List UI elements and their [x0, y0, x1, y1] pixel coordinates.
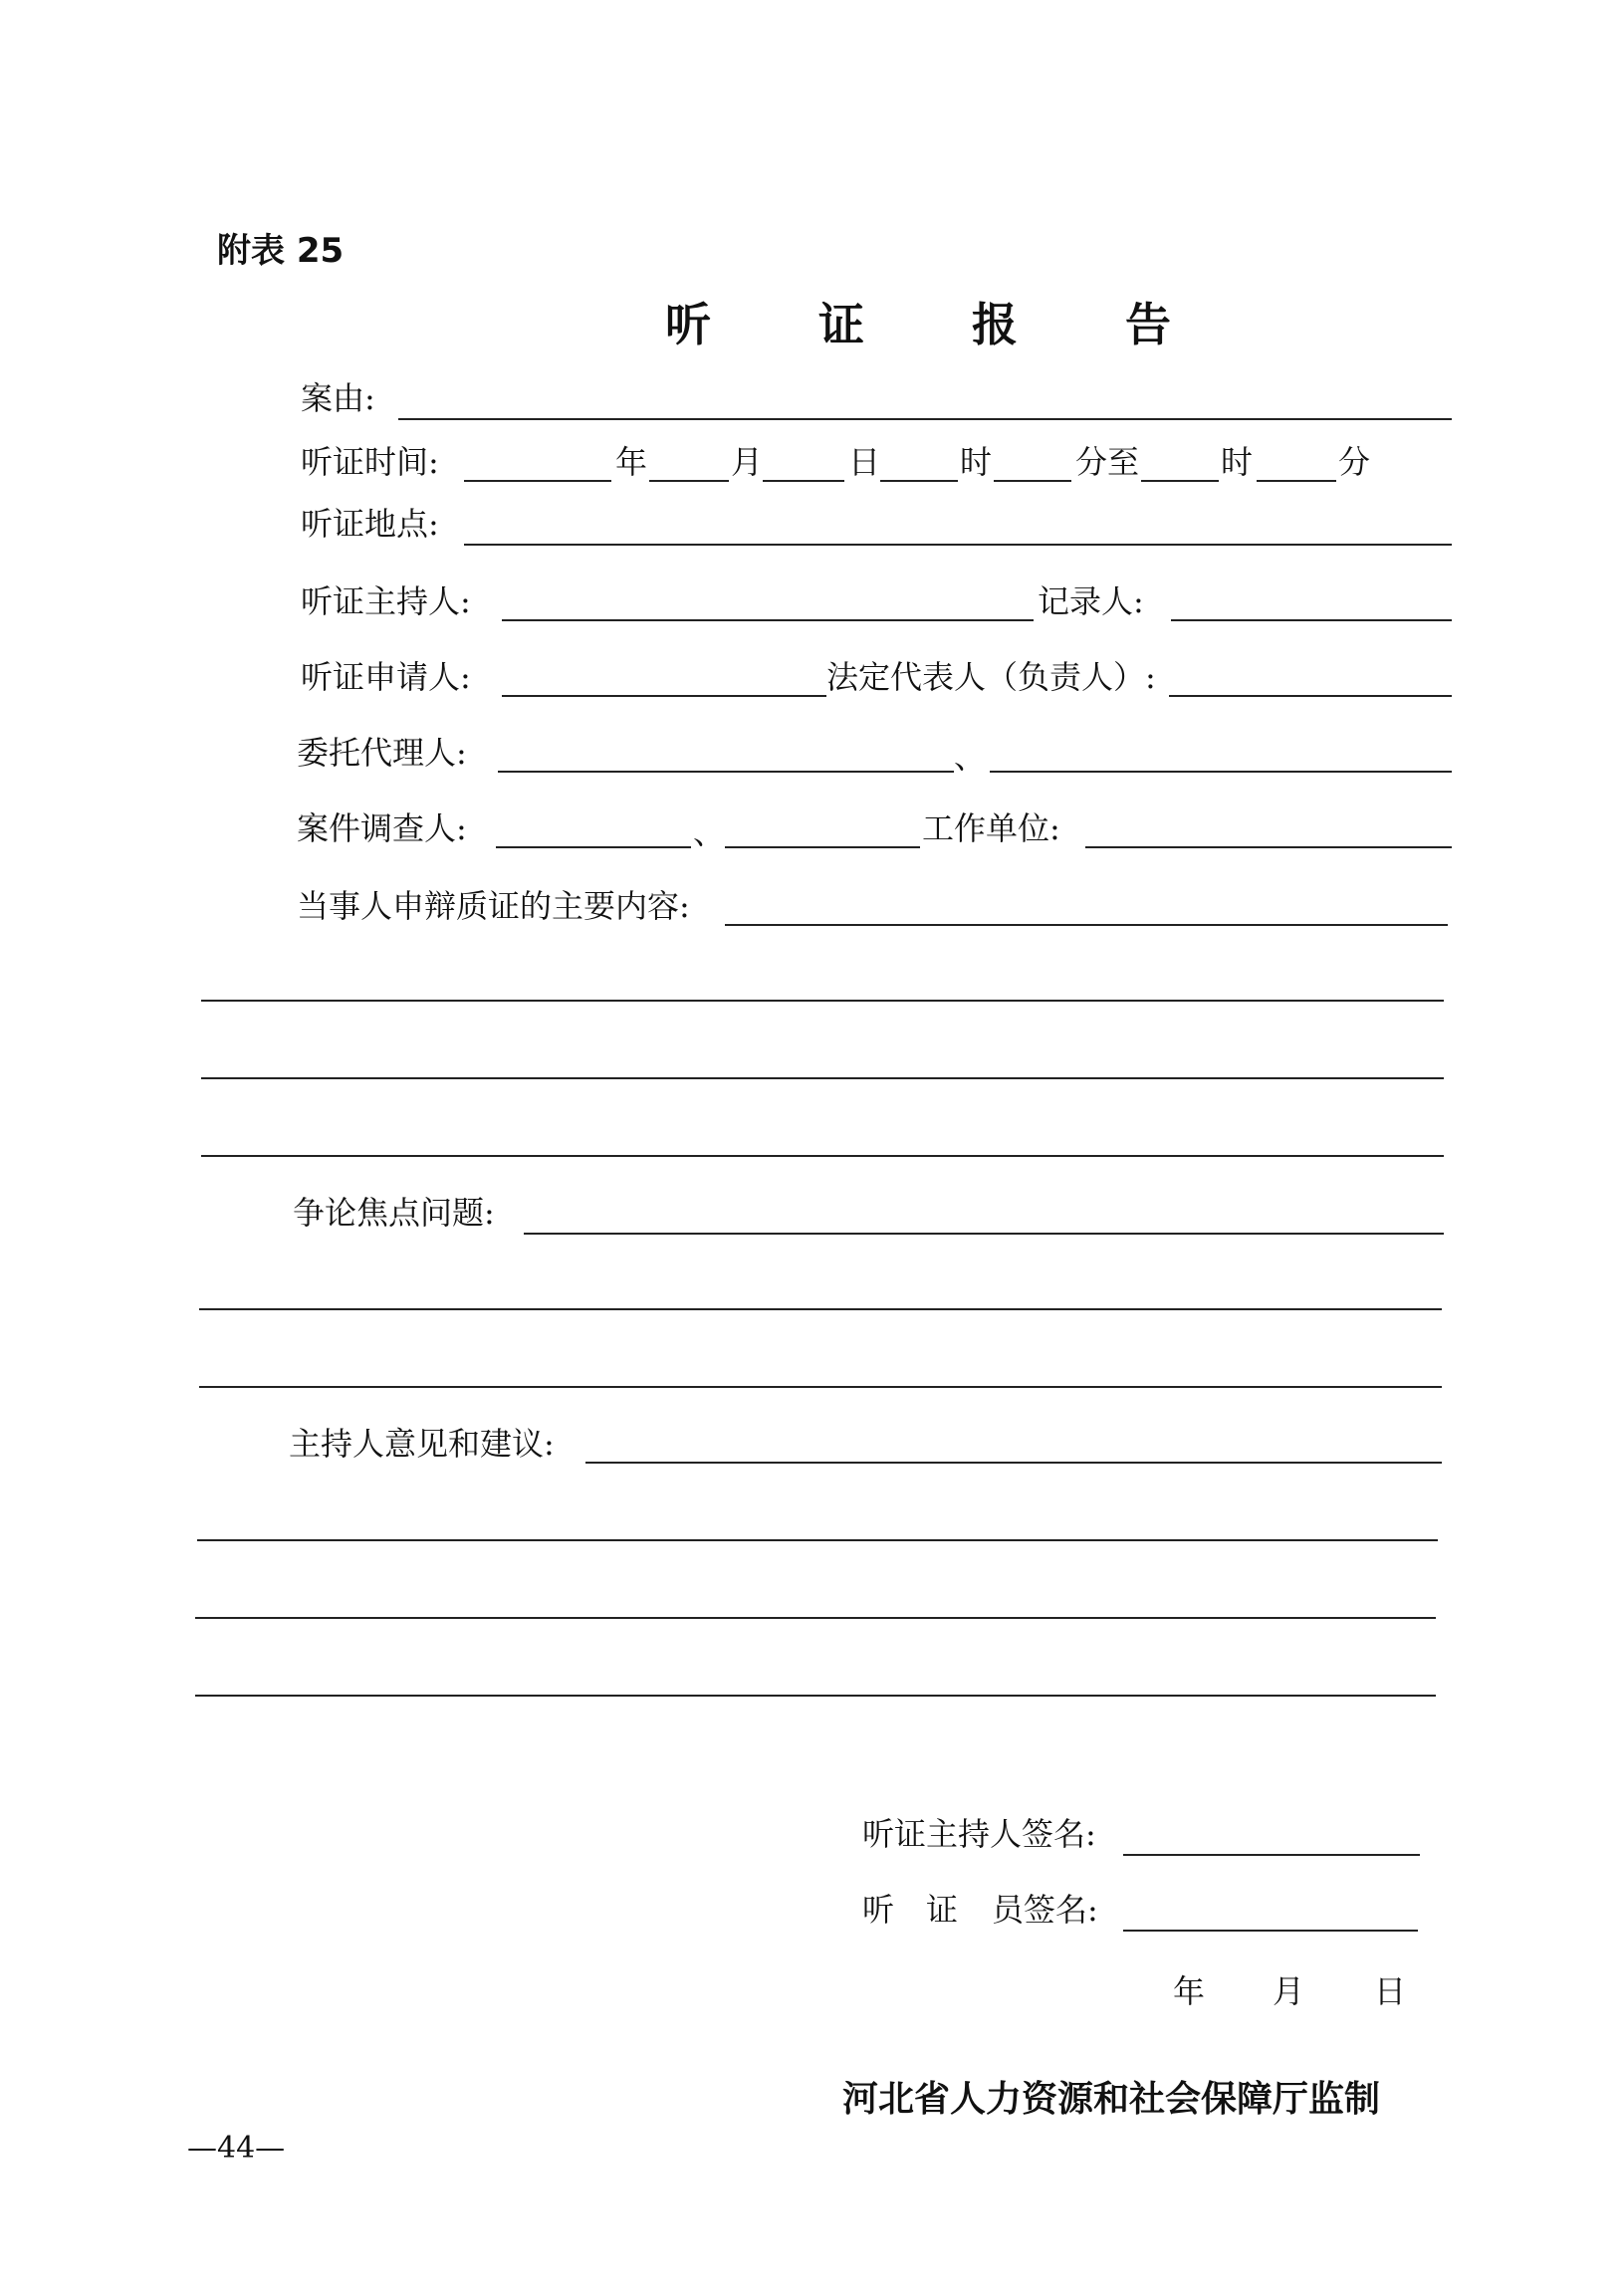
case-reason-label: 案由: — [301, 379, 375, 417]
host-field[interactable] — [502, 619, 1034, 621]
end-minute-field[interactable] — [1257, 480, 1336, 482]
clerk-sign-field[interactable] — [1123, 1930, 1418, 1932]
dispute-issues-field[interactable] — [524, 1233, 1444, 1235]
investigator-field-1[interactable] — [496, 846, 691, 848]
hearing-location-field[interactable] — [464, 544, 1452, 546]
year-field[interactable] — [464, 480, 611, 482]
page-number: —44— — [187, 2131, 286, 2166]
applicant-field[interactable] — [502, 695, 826, 697]
case-reason-field[interactable] — [398, 418, 1452, 420]
investigator-field-2[interactable] — [725, 846, 920, 848]
main-content-line-4[interactable] — [201, 1155, 1444, 1157]
work-unit-label: 工作单位: — [922, 809, 1060, 847]
agent-field-1[interactable] — [498, 771, 954, 773]
issuer-label: 河北省人力资源和社会保障厅监制 — [842, 2079, 1381, 2120]
host-opinion-line-4[interactable] — [195, 1695, 1436, 1697]
page-title: 听 证 报 告 — [665, 298, 1218, 351]
hearing-location-label: 听证地点: — [301, 505, 439, 543]
month-field[interactable] — [649, 480, 729, 482]
investigator-label: 案件调查人: — [297, 809, 467, 847]
clerk-sign-label-c: 员签名: — [992, 1891, 1098, 1929]
main-content-label: 当事人申辩质证的主要内容: — [297, 887, 690, 925]
hour-field[interactable] — [880, 480, 958, 482]
agent-field-2[interactable] — [990, 771, 1452, 773]
investigator-separator: 、 — [693, 813, 726, 851]
end-hour-unit: 时 — [1221, 443, 1254, 481]
main-content-line-2[interactable] — [201, 1000, 1444, 1002]
hour-unit: 时 — [960, 443, 993, 481]
host-opinion-line-2[interactable] — [197, 1539, 1438, 1541]
hearing-time-label: 听证时间: — [301, 443, 439, 481]
recorder-label: 记录人: — [1038, 582, 1144, 620]
main-content-field[interactable] — [725, 924, 1448, 926]
agent-separator: 、 — [954, 738, 987, 776]
dispute-issues-line-3[interactable] — [199, 1386, 1442, 1388]
host-sign-label: 听证主持人签名: — [862, 1815, 1096, 1853]
minute-to-unit: 分至 — [1075, 443, 1140, 481]
clerk-sign-label-a: 听 — [862, 1891, 895, 1929]
dispute-issues-label: 争论焦点问题: — [293, 1194, 495, 1232]
legal-rep-label: 法定代表人（负责人）: — [826, 658, 1156, 696]
legal-rep-field[interactable] — [1169, 695, 1452, 697]
host-opinion-label: 主持人意见和建议: — [289, 1425, 555, 1463]
recorder-field[interactable] — [1171, 619, 1452, 621]
applicant-label: 听证申请人: — [301, 658, 471, 696]
day-field[interactable] — [763, 480, 844, 482]
sign-date-month: 月 — [1273, 1972, 1305, 2010]
sign-date-day: 日 — [1374, 1972, 1407, 2010]
month-unit: 月 — [731, 443, 764, 481]
end-minute-unit: 分 — [1338, 443, 1371, 481]
dispute-issues-line-2[interactable] — [199, 1308, 1442, 1310]
clerk-sign-label-b: 证 — [926, 1891, 959, 1929]
host-opinion-line-3[interactable] — [195, 1617, 1436, 1619]
work-unit-field[interactable] — [1085, 846, 1452, 848]
host-sign-field[interactable] — [1123, 1854, 1420, 1856]
agent-label: 委托代理人: — [297, 734, 467, 772]
end-hour-field[interactable] — [1141, 480, 1219, 482]
sign-date-year: 年 — [1173, 1972, 1206, 2010]
host-label: 听证主持人: — [301, 582, 471, 620]
day-unit: 日 — [848, 443, 881, 481]
host-opinion-field[interactable] — [585, 1462, 1442, 1464]
attachment-label: 附表 25 — [217, 231, 345, 271]
year-unit: 年 — [615, 443, 648, 481]
main-content-line-3[interactable] — [201, 1077, 1444, 1079]
minute-field[interactable] — [994, 480, 1071, 482]
